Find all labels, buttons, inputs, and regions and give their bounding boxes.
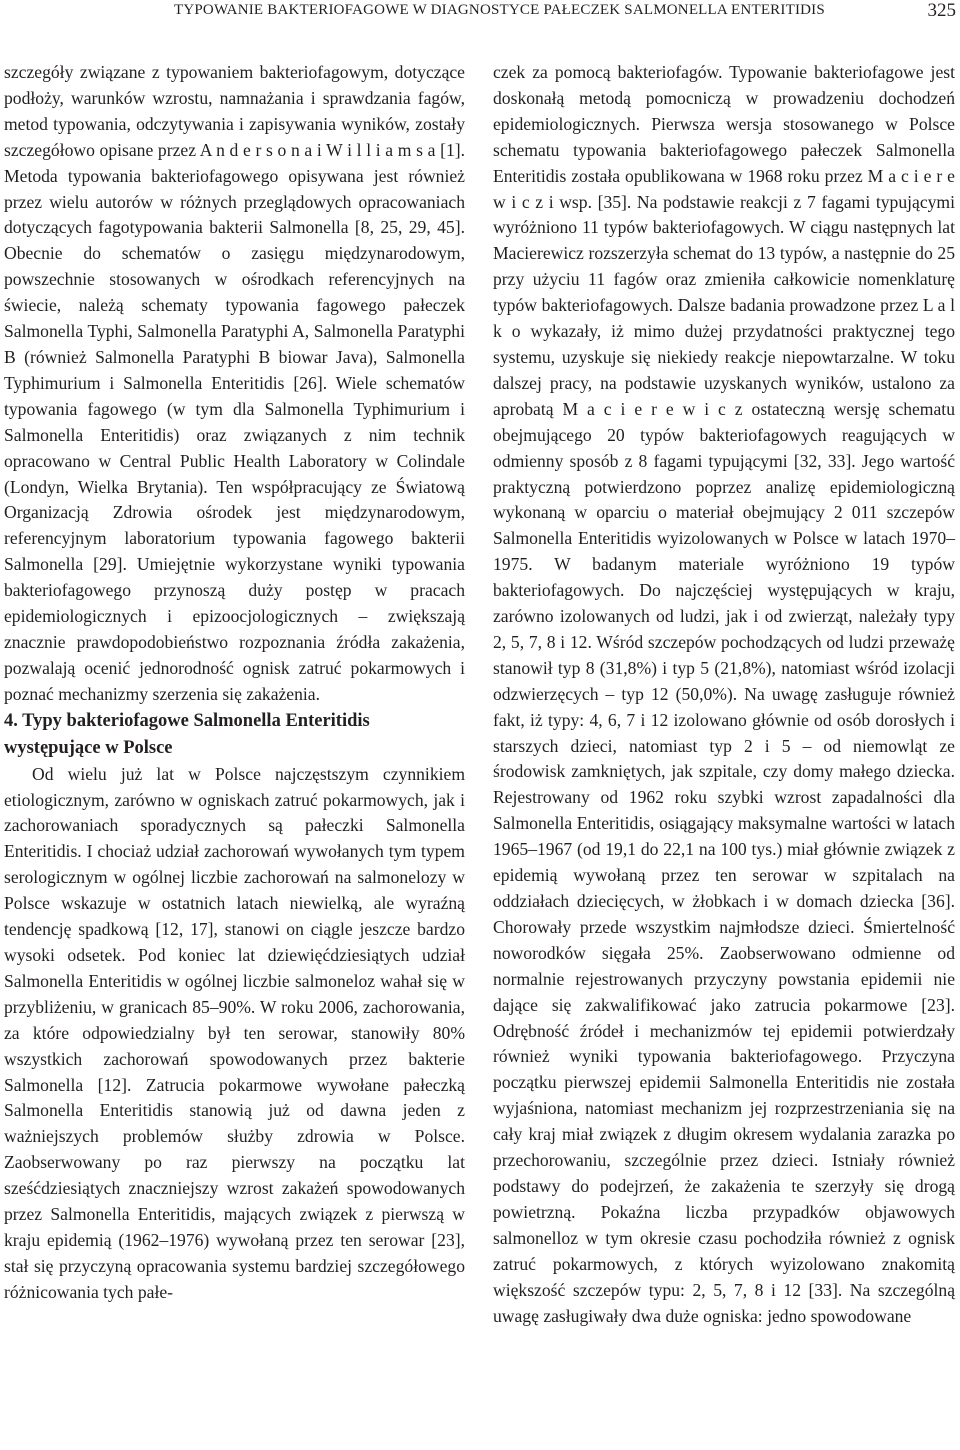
running-title: TYPOWANIE BAKTERIOFAGOWE W DIAGNOSTYCE PAŁECZEK SALMONELLA ENTERITIDIS	[174, 2, 825, 18]
right-column	[493, 60, 955, 1329]
body-paragraph-2: Od wielu już lat w Polsce najczęstszym czynnikiem etiologicznym, zarówno w ogniskach zatruć pokarmowych, jak i zachorowaniach sporadycznych są pałeczki Salmonella Enteritidis. I chociaż udział zachorowań wywołanych tym typem serologicznym w ogólnej liczbie zachorowań na salmonelozy w Polsce wskazuje w ostatnich latach niewielką, ale wyraźną tendencję spadkową [12, 17], stanowi on ciągle jeszcze bardzo wysoki odsetek. Pod koniec lat dziewięćdziesiątych udział Salmonella Enteritidis w ogólnej liczbie salmoneloz wahał się w przybliżeniu, w granicach 85–90%. W roku 2006, zachorowania, za które odpowiedzialny był ten serowar, stanowiły 80% wszystkich zachorowań spowodowanych przez bakterie Salmonella [12]. Zatrucia pokarmowe wywołane pałeczką Salmonella Enteritidis stanowią już od dawna jeden z ważniejszych problemów służby zdrowia w Polsce. Zaobserwowany po raz pierwszy na początku lat sześćdziesiątych znaczniejszy wzrost zakażeń spowodowanych przez Salmonella Enteritidis, mających związek z pierwszą w kraju epidemią (1962–1976) wywołaną przez ten serowar [23], stał się przyczyną opracowania systemu bardziej szczegółowego różnicowania tych pałe-	[4, 763, 465, 1302]
body-paragraph-3: czek za pomocą bakteriofagów. Typowanie bakteriofagowe jest doskonałą metodą pomocniczą w prowadzeniu dochodzeń epidemiologicznych. Pierwsza wersja stosowanego w Polsce schematu typowania bakteriofagowego pałeczek Salmonella Enteritidis została opublikowana w 1968 roku przez M a c i e r e w i c z i wsp. [35]. Na podstawie reakcji z 7 fagami typującymi wyróżniono 11 typów bakteriofagowych. W ciągu następnych lat Macierewicz rozszerzyła schemat do 13 typów, a następnie do 25 przy użyciu 11 fagów oraz zmieniła całkowicie nomenklaturę typów bakteriofagowych. Dalsze badania prowadzone przez L a l k o wykazały, iż mimo dużej przydatności praktycznej tego systemu, uzyskuje się niekiedy reakcje niepowtarzalne. W toku dalszej pracy, na podstawie uzyskanych wyników, ustalono za aprobatą M a c i e r e w i c z ostateczną wersję schematu obejmującego 20 typów bakteriofagowych reagujących w odmienny sposób z 8 fagami typującymi [32, 33]. Jego wartość praktyczną potwierdzono poprzez analizę epidemiologiczną wykonaną w oparciu o materiał obejmujący 2 011 szczepów Salmonella Enteritidis wyizolowanych w Polsce w latach 1970–1975. W badanym materiale wyróżniono 19 typów bakteriofagowych. Do najczęściej występujących w kraju, zarówno izolowanych od ludzi, jak i od zwierząt, należały typy 2, 5, 7, 8 i 12. Wśród szczepów pochodzących od ludzi przeważę stanowił typ 8 (31,8%) i typ 5 (21,8%), natomiast wśród izolacji odzwierzęcych – typ 12 (50,0%). Na uwagę zasługuje również fakt, iż typy: 4, 6, 7 i 12 izolowano głównie od osób dorosłych i starszych dzieci, natomiast typ 2 i 5 – od niemowląt ze środowisk zamkniętych, jak szpitale, czy domy małego dziecka. Rejestrowany od 1962 roku szybki wzrost zapadalności dla Salmonella Enteritidis, osiągający maksymalne wartości w latach 1965–1967 (od 19,1 do 22,1 na 100 tys.) miał głównie związek z epidemią wywołaną przez ten serowar w szpitalach na oddziałach dziecięcych, w żłobkach i w domach dziecka [36]. Chorowały przede wszystkim najmłodsze dzieci. Śmiertelność noworodków sięgała 25%. Zaobserwowano odmienne od normalnie rejestrowanych przyczyny powstania epidemii nie dające się zakwalifikować jako zatrucia pokarmowe [23]. Odrębność źródeł i mechanizmów tej epidemii potwierdzały również wyniki typowania bakteriofagowego. Przyczyna początku pierwszej epidemii Salmonella Enteritidis nie została wyjaśniona, natomiast mechanizm jej rozprzestrzeniania się na cały kraj miał związek z długim okresem wydalania zarazka po przechorowaniu, szczególnie przez dzieci. Istniały również podstawy do podejrzeń, że zakażenia te szerzyły się drogą powietrzną. Pokaźna liczba przypadków objawowych salmonelloz w tym okresie czasu pochodziła również z ognisk zatruć pokarmowych, z których wyizolowano znakomitą większość szczepów typu: 2, 5, 7, 8 i 12 [33]. Na szczególną uwagę zasługiwały dwa duże ogniska: jedno spowodowane	[493, 62, 955, 1326]
left-column	[4, 60, 465, 1306]
page-number: 325	[927, 0, 956, 21]
body-paragraph-1: szczegóły związane z typowaniem bakteriofagowym, dotyczące podłoży, warunków wzrostu, namnażania i sprawdzania fagów, metod typowania, odczytywania i zapisywania wyników, zostały szczegółowo opisane przez A n d e r s o n a i W i l l i a m s a [1]. Metoda typowania bakteriofagowego opisywana jest również przez wielu autorów w różnych przeglądowych opracowaniach dotyczących fagotypowania bakterii Salmonella [8, 25, 29, 45]. Obecnie do schematów o zasięgu międzynarodowym, powszechnie stosowanych w ośrodkach referencyjnych na świecie, należą schematy typowania fagowego pałeczek Salmonella Typhi, Salmonella Paratyphi A, Salmonella Paratyphi B (również Salmonella Paratyphi B biowar Java), Salmonella Typhimurium i Salmonella Enteritidis [26]. Wiele schematów typowania fagowego (w tym dla Salmonella Typhimurium i Salmonella Enteritidis) oraz związanych z nim technik opracowano w Central Public Health Laboratory w Colindale (Londyn, Wielka Brytania). Ten współpracujący ze Światową Organizacją Zdrowia ośrodek jest międzynarodowym, referencyjnym laboratorium typowania fagowego bakterii Salmonella [29]. Umiejętnie wykorzystane wyniki typowania bakteriofagowego przynoszą duży postęp w pracach epidemiologicznych i epizoocjologicznych – zwiększają znacznie prawdopodobieństwo rozpoznania źródła zakażenia, pozwalają ocenić jednorodność ognisk zatruć pokarmowych i poznać mechanizmy szerzenia się zakażenia.	[4, 62, 465, 704]
running-header	[0, 2, 960, 24]
section-heading: 4. Typy bakteriofagowe Salmonella Enteritidis występujące w Polsce	[4, 710, 370, 758]
